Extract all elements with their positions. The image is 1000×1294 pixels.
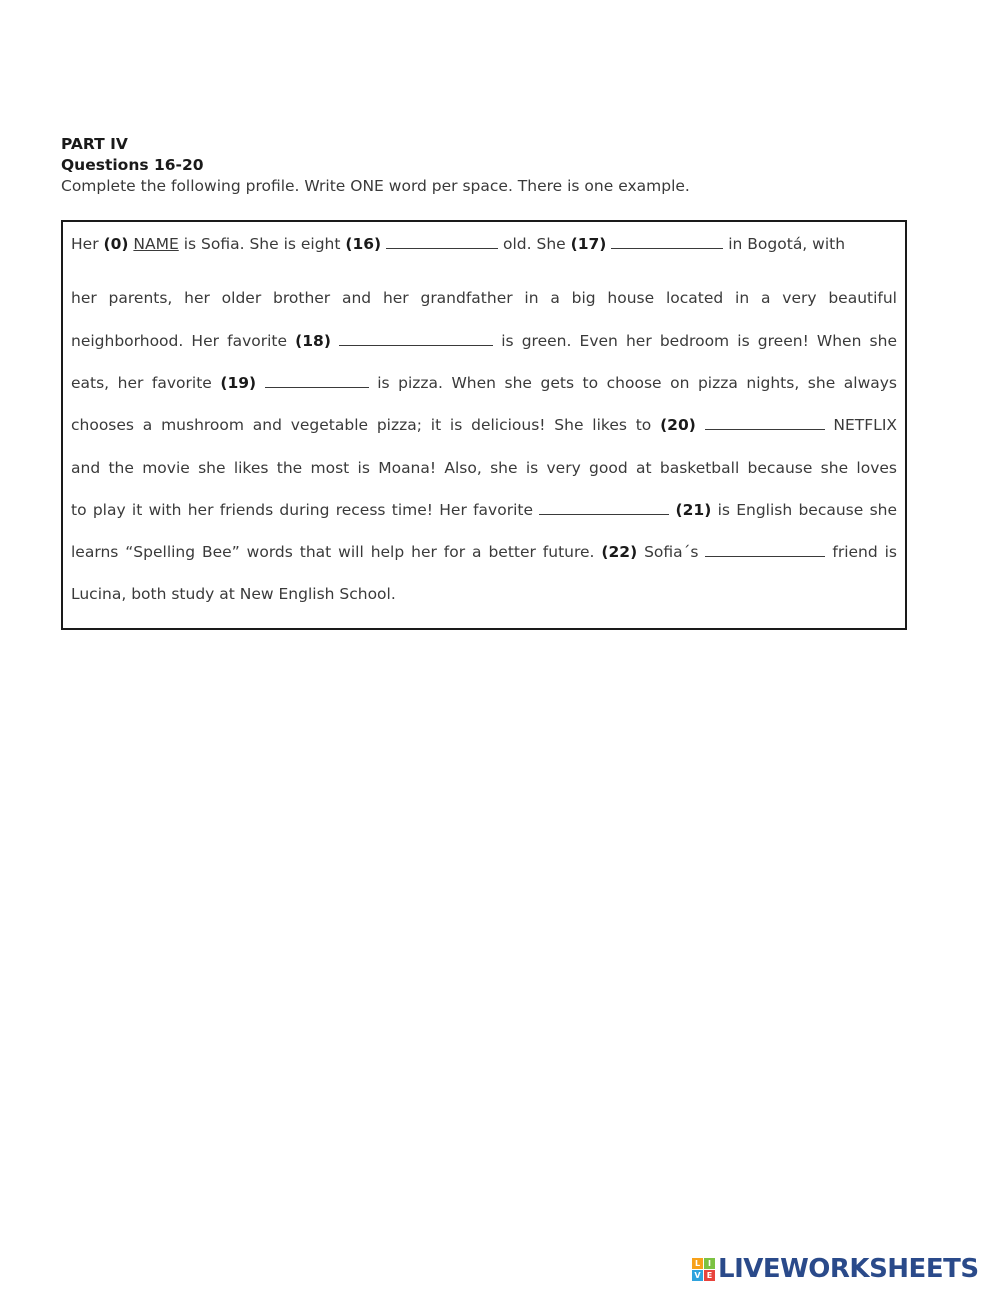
profile-line-6: [71, 458, 897, 478]
question-number: (17): [570, 235, 607, 253]
answer-blank-16[interactable]: [386, 234, 498, 249]
text: Sofia´s: [637, 543, 706, 561]
text: learns “Spelling Bee” words that will help her for a better future.: [71, 543, 602, 561]
liveworksheets-mark-icon: L I V E: [692, 1258, 715, 1281]
questions-title: Questions 16-20: [61, 156, 204, 174]
text: is English because she: [711, 501, 897, 519]
logo-text: LIVEWORKSHEETS: [718, 1254, 979, 1284]
text: NETFLIX: [824, 416, 898, 434]
profile-line-2: [71, 288, 897, 308]
profile-line-9: [71, 584, 897, 604]
text: chooses a mushroom and vegetable pizza; it is delicious! She likes to: [71, 416, 661, 434]
text: is Sofia. She is eight: [178, 235, 346, 253]
answer-blank-20[interactable]: [705, 415, 825, 430]
text: friend is: [825, 543, 898, 561]
answer-blank-18[interactable]: [339, 331, 493, 346]
liveworksheets-logo: [692, 1254, 979, 1284]
answer-blank-21[interactable]: [539, 500, 669, 515]
profile-line-5: [71, 415, 897, 435]
question-number: (20): [660, 416, 696, 434]
text: neighborhood. Her favorite: [71, 332, 296, 350]
question-number: (16): [345, 235, 382, 253]
answer-blank-17[interactable]: [611, 234, 723, 249]
profile-box: [61, 220, 907, 630]
answer-blank-22[interactable]: [705, 542, 825, 557]
profile-line-1: [71, 234, 897, 254]
question-number: (0): [103, 235, 129, 253]
text: to play it with her friends during recess time! Her favorite: [71, 501, 540, 519]
text: Lucina, both study at New English School.: [71, 585, 396, 603]
text: eats, her favorite: [71, 374, 221, 392]
example-answer: NAME: [133, 235, 179, 253]
profile-line-8: [71, 542, 897, 562]
part-title: PART IV: [61, 135, 128, 153]
question-number: (22): [601, 543, 638, 561]
question-number: (18): [295, 332, 331, 350]
text: is green. Even her bedroom is green! When she: [493, 332, 897, 350]
text: in Bogotá, with: [723, 235, 846, 253]
profile-line-3: [71, 331, 897, 351]
text: is pizza. When she gets to choose on pizza nights, she always: [368, 374, 897, 392]
profile-line-4: [71, 373, 897, 393]
text: old. She: [498, 235, 571, 253]
text: Her: [71, 235, 104, 253]
text: her parents, her older brother and her grandfather in a big house located in a very beautiful: [71, 289, 897, 307]
profile-line-7: [71, 500, 897, 520]
instructions: Complete the following profile. Write ONE word per space. There is one example.: [61, 177, 690, 195]
answer-blank-19[interactable]: [265, 373, 369, 388]
worksheet-header: [61, 134, 941, 197]
question-number: (19): [220, 374, 257, 392]
question-number: (21): [675, 501, 712, 519]
text: and the movie she likes the most is Moana! Also, she is very good at basketball because she loves: [71, 459, 897, 477]
